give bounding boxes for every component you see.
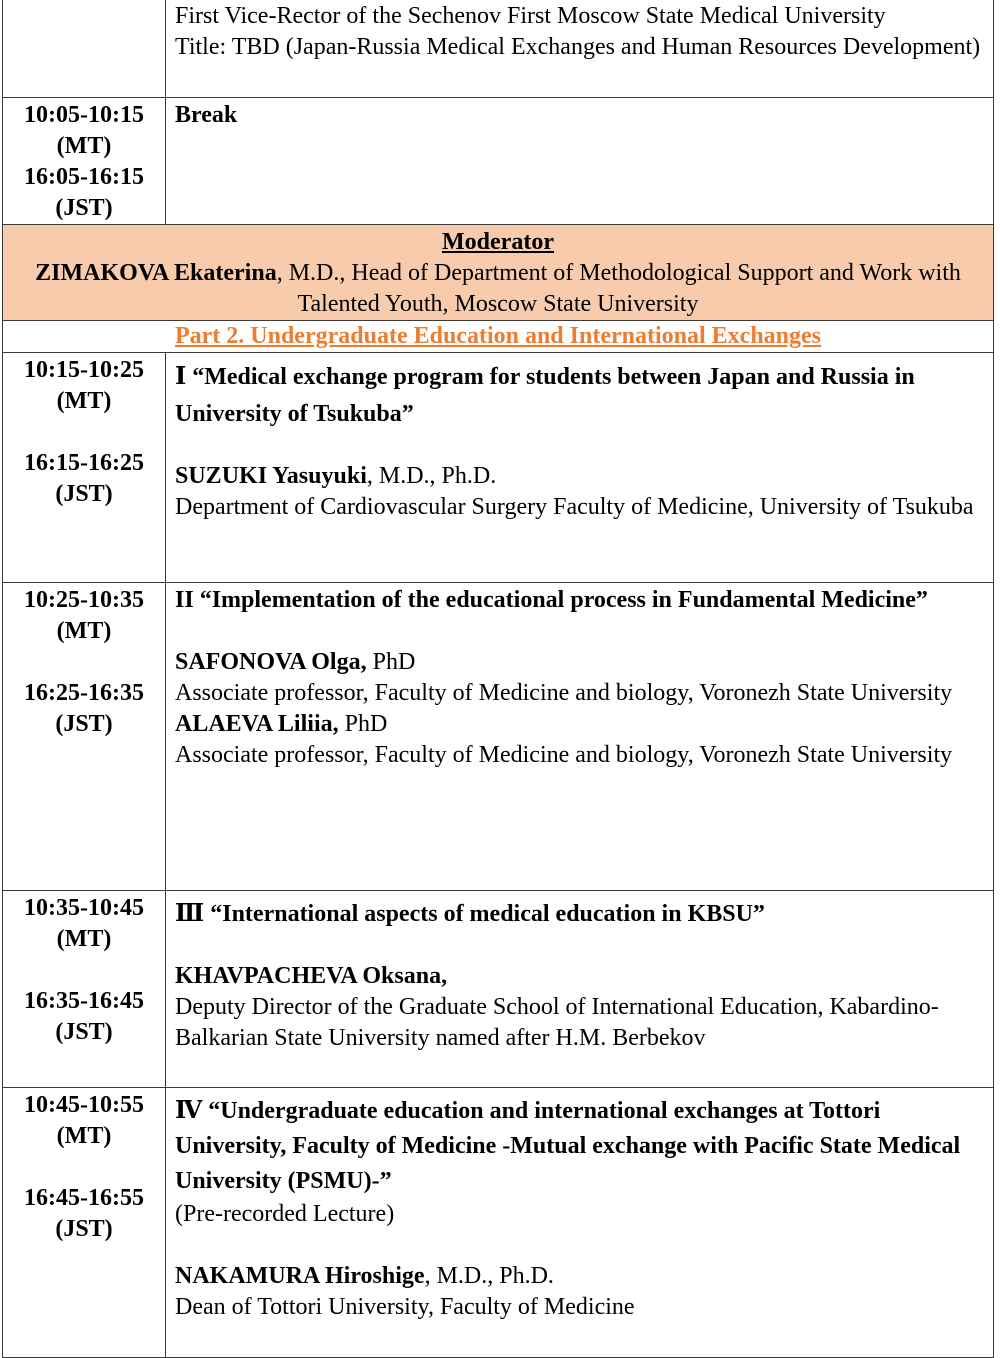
affiliation-text: First Vice-Rector of the Sechenov First Moscow State Medical University	[175, 3, 886, 29]
session-content	[166, 583, 994, 891]
session-content	[166, 891, 994, 1088]
time-label-jst: (JST)	[55, 195, 113, 221]
time-label-jst: (JST)	[55, 481, 113, 507]
speaker-continuation	[166, 0, 994, 98]
time-mt: 10:45-10:55	[24, 1092, 144, 1118]
speaker-line	[175, 647, 985, 678]
time-mt: 10:05-10:15	[24, 102, 144, 128]
session-note: (Pre-recorded Lecture)	[175, 1201, 395, 1227]
time-label-mt: (MT)	[56, 388, 112, 414]
speaker-line	[175, 1261, 985, 1292]
session-title: II “Implementation of the educational process in Fundamental Medicine”	[175, 587, 928, 613]
moderator-heading: Moderator	[442, 229, 554, 255]
moderator-cell	[3, 225, 994, 321]
session-title: Ⅳ “Undergraduate education and international exchanges at Tottori University, Faculty of Medicine -Mutual exchange with Pacific State Medical University (PSMU)-”	[175, 1098, 961, 1194]
time-label-jst: (JST)	[55, 1019, 113, 1045]
break-title: Break	[175, 102, 238, 128]
moderator-name: ZIMAKOVA Ekaterina	[35, 260, 277, 286]
time-cell	[3, 891, 166, 1088]
session-content	[166, 353, 994, 583]
session-content	[166, 1088, 994, 1358]
speaker-name: KHAVPACHEVA Oksana,	[175, 963, 448, 989]
session-numeral: Ⅳ	[175, 1098, 203, 1124]
moderator-info	[9, 258, 987, 320]
session-row	[3, 1088, 994, 1358]
program-schedule-table	[2, 0, 994, 1358]
speaker-line	[175, 709, 985, 740]
session-numeral: II	[175, 587, 194, 613]
talk-title-text: Title: TBD (Japan-Russia Medical Exchanges and Human Resources Development)	[175, 34, 981, 60]
speaker-degree: PhD	[338, 711, 388, 737]
session-row	[3, 353, 994, 583]
break-row	[3, 98, 994, 225]
speaker-name: NAKAMURA Hiroshige	[175, 1263, 425, 1289]
session-title: Ⅲ “International aspects of medical education in KBSU”	[175, 901, 765, 927]
speaker-affiliation: Department of Cardiovascular Surgery Faculty of Medicine, University of Tsukuba	[175, 494, 974, 520]
speaker-name: SAFONOVA Olga,	[175, 649, 367, 675]
time-jst: 16:25-16:35	[24, 680, 144, 706]
speaker-affiliation: Dean of Tottori University, Faculty of Medicine	[175, 1294, 635, 1320]
time-cell	[3, 1088, 166, 1358]
time-cell	[3, 353, 166, 583]
speaker-degree: PhD	[366, 649, 416, 675]
time-mt: 10:25-10:35	[24, 587, 144, 613]
speaker-name: ALAEVA Liliia,	[175, 711, 339, 737]
session-row	[3, 583, 994, 891]
time-label-jst: (JST)	[55, 1216, 113, 1242]
time-cell	[3, 583, 166, 891]
time-label-jst: (JST)	[55, 711, 113, 737]
continuation-row	[3, 0, 994, 98]
part-title-row	[3, 321, 994, 353]
time-jst: 16:35-16:45	[24, 988, 144, 1014]
time-mt: 10:15-10:25	[24, 357, 144, 383]
session-title: Ⅰ “Medical exchange program for students between Japan and Russia in University of Tsukuba”	[175, 364, 915, 427]
moderator-row	[3, 225, 994, 321]
time-cell	[3, 98, 166, 225]
speaker-line	[175, 961, 985, 992]
speaker-affiliation: Associate professor, Faculty of Medicine and biology, Voronezh State University	[175, 680, 953, 706]
session-numeral: Ⅲ	[175, 901, 205, 927]
speaker-degree: , M.D., Ph.D.	[366, 463, 497, 489]
time-label-mt: (MT)	[56, 133, 112, 159]
time-jst: 16:05-16:15	[24, 164, 144, 190]
speaker-degree: , M.D., Ph.D.	[424, 1263, 554, 1289]
moderator-details: , M.D., Head of Department of Methodological Support and Work with Talented Youth, Moscow State University	[276, 260, 961, 317]
break-cell	[166, 98, 994, 225]
speaker-affiliation: Deputy Director of the Graduate School of International Education, Kabardino-Balkarian State University named after H.M. Berbekov	[175, 994, 939, 1051]
time-jst: 16:15-16:25	[24, 450, 144, 476]
time-cell-empty	[3, 0, 166, 98]
session-row	[3, 891, 994, 1088]
speaker-affiliation: Associate professor, Faculty of Medicine and biology, Voronezh State University	[175, 742, 953, 768]
part-title: Part 2. Undergraduate Education and International Exchanges	[3, 321, 994, 353]
session-numeral: Ⅰ	[175, 364, 187, 390]
time-jst: 16:45-16:55	[24, 1185, 144, 1211]
time-label-mt: (MT)	[56, 926, 112, 952]
speaker-line	[175, 461, 985, 492]
time-label-mt: (MT)	[56, 1123, 112, 1149]
time-label-mt: (MT)	[56, 618, 112, 644]
time-mt: 10:35-10:45	[24, 895, 144, 921]
speaker-name: SUZUKI Yasuyuki	[175, 463, 367, 489]
